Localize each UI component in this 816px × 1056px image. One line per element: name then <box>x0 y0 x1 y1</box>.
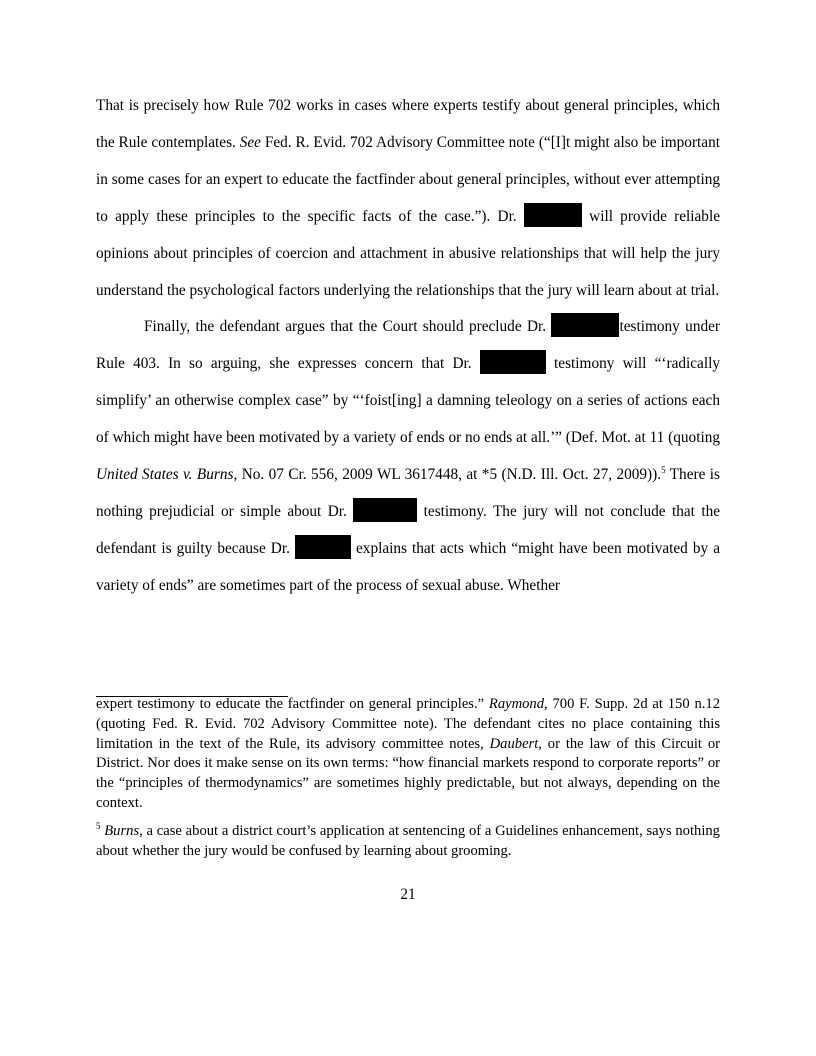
redaction-box <box>353 498 417 522</box>
text-run: testimony under Rule 403. In so arguing, she expresses concern that Dr. <box>96 318 720 373</box>
text-run: , a case about a district court’s application at sentencing of a Guidelines enhancement, says nothing about whether the jury would be confused by learning about grooming. <box>96 822 720 859</box>
text-run: will provide reliable opinions about principles of coercion and attachment in abusive relationships that will help the jury understand the psychological factors underlying the relationships that the jury will learn about at trial. <box>96 207 720 299</box>
footnote-5 <box>96 822 720 862</box>
footnote-continuation <box>96 695 720 814</box>
text-run: Fed. R. Evid. 702 Advisory Committee note (“[I]t might also be important in some cases for an expert to educate the factfinder about general principles, without ever attempting to apply these principles to the specific facts of the case.”). Dr. <box>96 133 720 225</box>
footnote-reference[interactable]: 5 <box>661 465 666 476</box>
redaction-box <box>480 350 546 374</box>
paragraph-1 <box>96 88 720 309</box>
case-citation: Burns <box>104 822 140 839</box>
text-run: That is precisely how Rule 702 works in cases where experts testify about general principles, which the Rule contemplates. <box>96 97 720 151</box>
text-run: expert testimony to educate the factfinder on general principles.” <box>96 696 489 712</box>
text-run: There is nothing prejudicial or simple about Dr. <box>96 466 720 520</box>
signal-see: See <box>239 133 261 151</box>
body-text <box>96 88 720 605</box>
paragraph-2 <box>96 309 720 604</box>
footnotes <box>96 695 720 861</box>
redaction-box <box>295 535 351 559</box>
text-run: Finally, the defendant argues that the Court should preclude Dr. <box>144 318 552 336</box>
redaction-box <box>524 203 582 227</box>
text-run: , 700 F. Supp. 2d at 150 n.12 (quoting Fed. R. Evid. 702 Advisory Committee note). The defendant cites no place containing this limitation in the text of the Rule, its advisory committee notes, <box>96 696 720 752</box>
case-citation: Daubert <box>489 735 539 752</box>
text-run: explains that acts which “might have been motivated by a variety of ends” are sometimes part of the process of sexual abuse. Whether <box>96 539 720 594</box>
footnote-number: 5 <box>96 820 101 831</box>
text-run: , No. 07 Cr. 556, 2009 WL 3617448, at *5 (N.D. Ill. Oct. 27, 2009)). <box>233 466 662 484</box>
case-citation: Raymond <box>488 696 545 712</box>
text-run: testimony. The jury will not conclude that the defendant is guilty because Dr. <box>96 502 721 557</box>
text-run: testimony will “‘radically simplify’ an otherwise complex case” by “‘foist[ing] a damning teleology on a series of actions each of which might have been motivated by a variety of ends or no ends at all.’” (Def. Mot. at 11 (quoting <box>96 355 720 447</box>
redaction-box <box>551 313 619 337</box>
case-citation: United States v. Burns <box>96 466 234 484</box>
page-number: 21 <box>400 886 416 903</box>
text-run: , or the law of this Circuit or District. Nor does it make sense on its own terms: “how financial markets respond to corporate reports” or the “principles of thermodynamics” are sometimes highly predictable, but not always, depending on the context. <box>96 735 720 811</box>
